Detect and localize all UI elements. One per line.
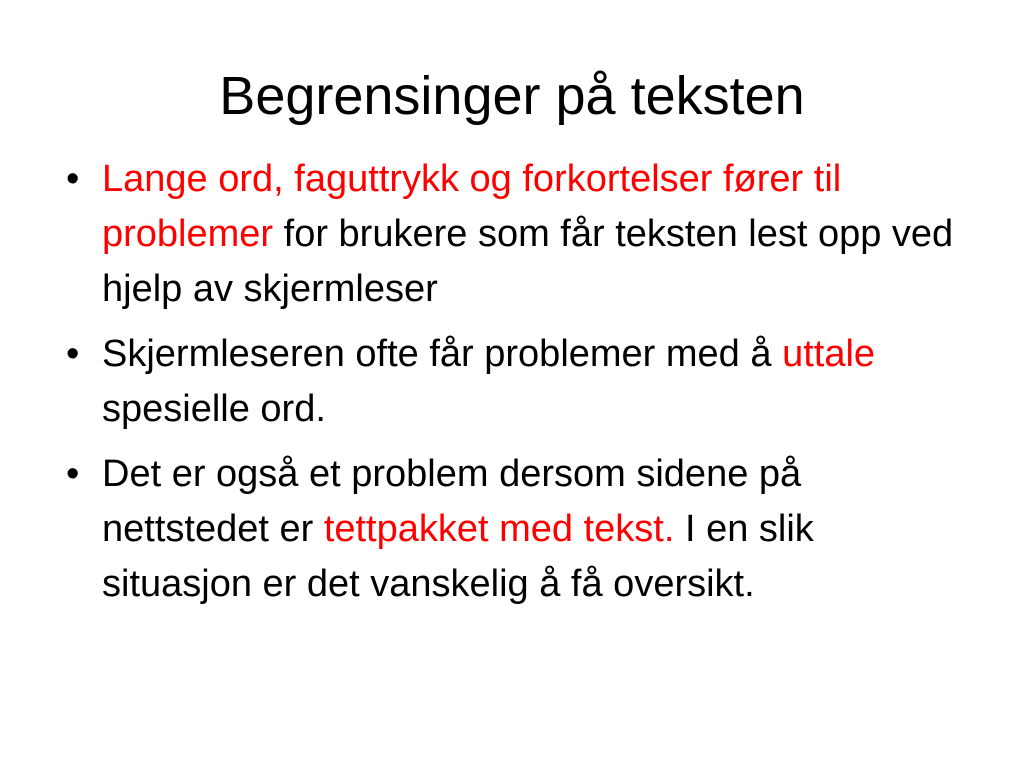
bullet-list: [60, 152, 970, 622]
bullet-text-highlight: uttale: [782, 333, 876, 375]
bullet-icon: •: [66, 333, 80, 375]
bullet-item: [60, 327, 970, 437]
bullet-text: for brukere som får teksten lest opp ved hjelp av skjermleser: [102, 213, 954, 310]
bullet-text: Skjermleseren ofte får problemer med å: [102, 333, 783, 375]
bullet-icon: •: [66, 158, 80, 200]
bullet-item: [60, 447, 970, 612]
bullet-text: spesielle ord.: [102, 388, 326, 430]
slide-title: Begrensinger på teksten: [219, 66, 805, 126]
bullet-text-highlight: tettpakket med tekst.: [323, 508, 675, 550]
bullet-item: [60, 152, 970, 317]
bullet-text: Det er også et problem dersom sidene på nettstedet er: [102, 453, 802, 550]
bullet-text-highlight: Lange ord, faguttrykk og forkortelser fører til problemer: [102, 158, 842, 255]
bullet-text: I en slik situasjon er det vanskelig å få oversikt.: [102, 508, 814, 605]
bullet-icon: •: [66, 453, 80, 495]
